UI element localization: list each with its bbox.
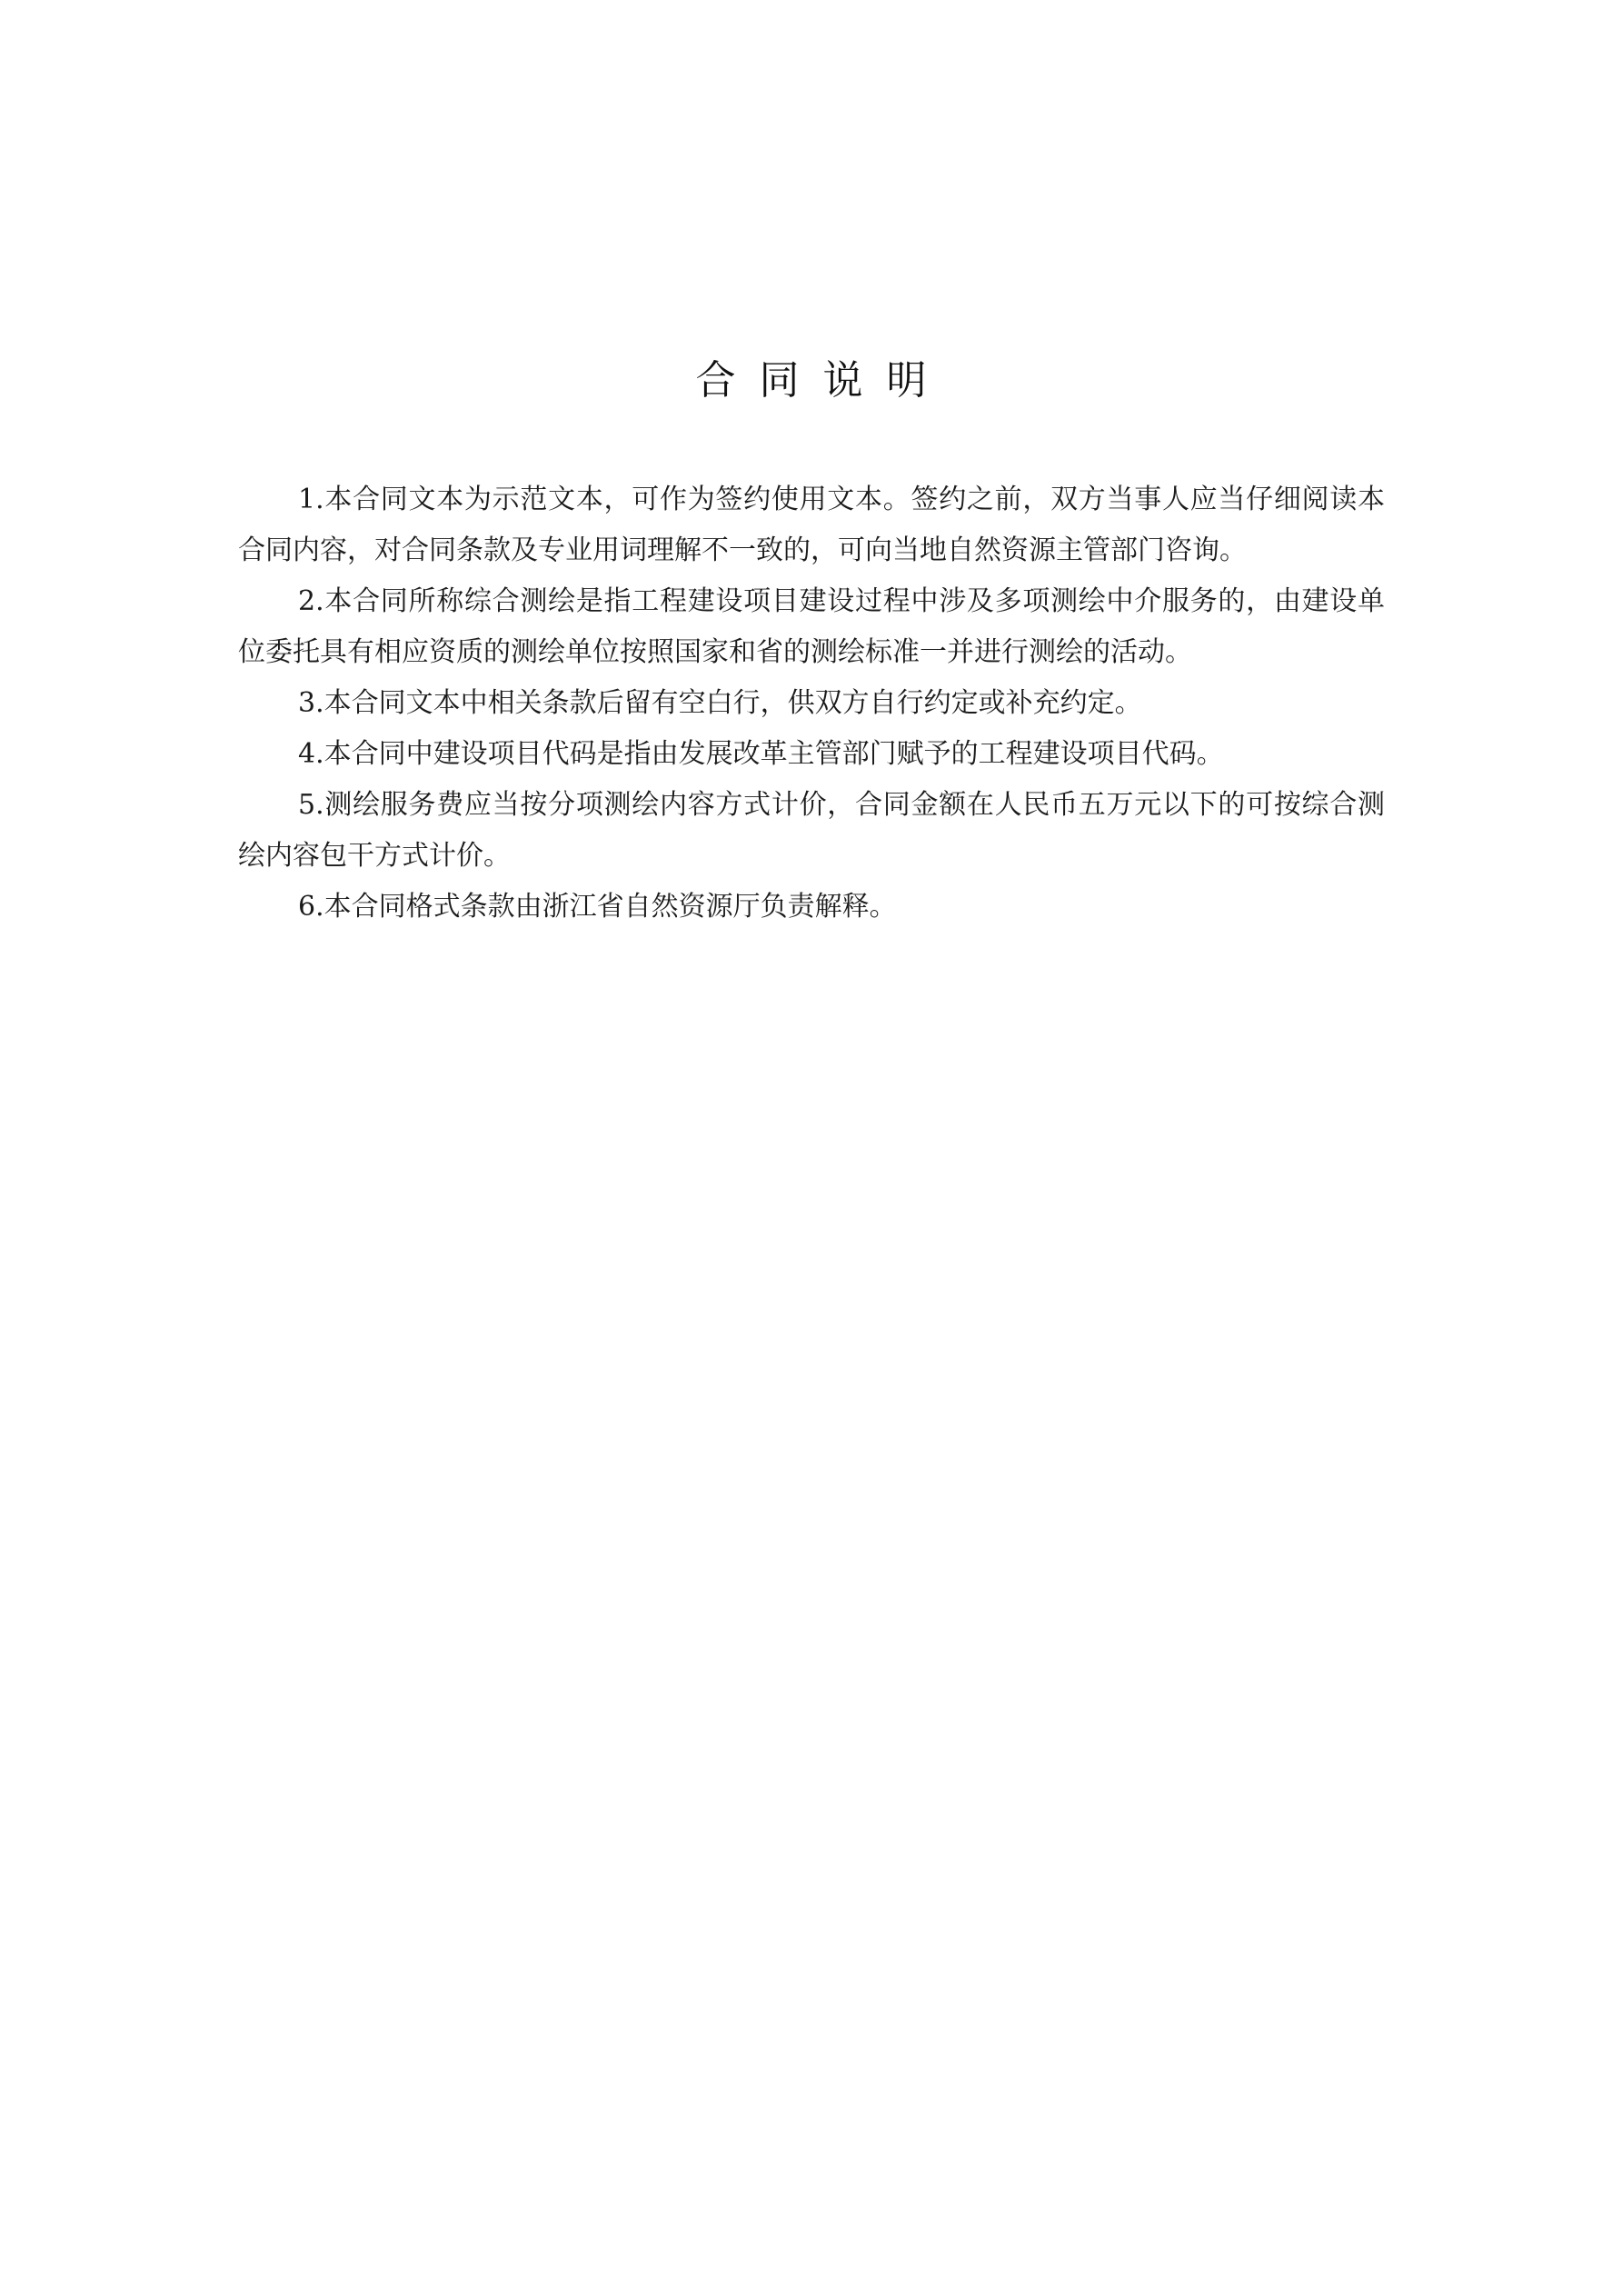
page-title: 合同说明 — [695, 357, 950, 404]
clause-4: 4.本合同中建设项目代码是指由发展改革主管部门赋予的工程建设项目代码。 — [298, 738, 1224, 770]
clause-2: 2.本合同所称综合测绘是指工程建设项目建设过程中涉及多项测绘中介服务的，由建设单位委托具有相应资质的测绘单位按照国家和省的测绘标准一并进行测绘的活动。 — [238, 585, 1385, 668]
clause-list — [238, 474, 1385, 933]
clause-3: 3.本合同文本中相关条款后留有空白行，供双方自行约定或补充约定。 — [298, 687, 1142, 719]
clause-5: 5.测绘服务费应当按分项测绘内容方式计价，合同金额在人民币五万元以下的可按综合测绘内容包干方式计价。 — [238, 789, 1385, 872]
clause-6: 6.本合同格式条款由浙江省自然资源厅负责解释。 — [298, 891, 897, 923]
clause-1: 1.本合同文本为示范文本，可作为签约使用文本。签约之前，双方当事人应当仔细阅读本合同内容，对合同条款及专业用词理解不一致的，可向当地自然资源主管部门咨询。 — [238, 484, 1385, 566]
